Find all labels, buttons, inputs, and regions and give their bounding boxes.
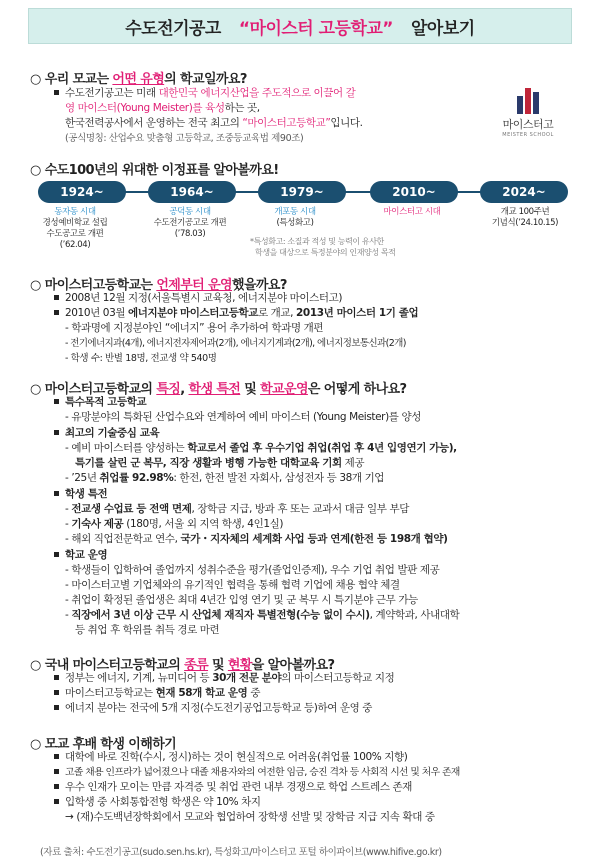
era-2024-label: 개교 100주년 기념식(’24.10.15) bbox=[491, 207, 559, 228]
title-prefix: 수도전기공고 bbox=[125, 18, 221, 39]
sec3-line-1: 2008년 12월 지정(서울특별시 교육청, 에너지분야 마이스터고) bbox=[54, 291, 342, 306]
sec4-tech-line-3: - ’25년 취업률 92.98%: 한전, 한전 발전 자회사, 삼성전자 등 38개 기업 bbox=[65, 472, 385, 484]
specialized-school-note: *특성화고: 소질과 적성 및 능력이 유사한 학생을 대상으로 특정분야의 인재양성 목적 bbox=[250, 237, 396, 257]
sec4-tech-line-1: - 예비 마이스터를 양성하는 학교로서 졸업 후 우수기업 취업(취업 후 4년 입영연기 가능), bbox=[65, 442, 457, 454]
sec6-line-3: 우수 인재가 모이는 만큼 자격증 및 취업 관련 내부 경쟁으로 학업 스트레스 존재 bbox=[54, 780, 412, 795]
sec4-operation-line-1: - 학생들이 입학하여 졸업까지 성취수준을 평가(졸업인증제), 우수 기업 취업 발판 제공 bbox=[65, 564, 440, 576]
sec3-line-2: 2010년 03월 에너지분야 마이스터고등학교로 개교, 2013년 마이스터 1기 졸업 bbox=[54, 306, 418, 321]
sec1-line-1: 수도전기공고는 미래 대한민국 에너지산업을 주도적으로 이끌어 갈 bbox=[54, 86, 355, 101]
era-1964-label: 공덕동 시대 수도전기공고로 개편 (’78.03) bbox=[153, 207, 227, 239]
era-1979-label: 개포동 시대 (특성화고) bbox=[274, 207, 316, 228]
sec4-tech-line-2: 특기를 살린 군 복무, 직장 생활과 병행 가능한 대학교육 기회 제공 bbox=[75, 457, 365, 469]
section-understanding-students-heading: ○ 모교 후배 학생 이해하기 bbox=[30, 737, 177, 752]
sec3-line-5: - 학생 수: 반별 18명, 전교생 약 540명 bbox=[65, 353, 217, 364]
logo-mark-icon bbox=[488, 88, 568, 114]
timeline-pill-2024: 2024~ bbox=[480, 181, 568, 203]
sec4-benefit-line-2: - 기숙사 제공 (180명, 서울 외 지역 학생, 4인1실) bbox=[65, 518, 284, 530]
sec5-line-2: 마이스터고등학교는 현재 58개 학교 운영 중 bbox=[54, 686, 260, 701]
sec4-operation-line-3: - 취업이 확정된 졸업생은 최대 4년간 입영 연기 및 군 복무 시 특기분야 근무 가능 bbox=[65, 594, 418, 606]
sec6-line-4: 입학생 중 사회통합전형 학생은 약 10% 차지 bbox=[54, 795, 261, 810]
section-history-heading: ○ 수도100년의 위대한 이정표를 알아볼까요! bbox=[30, 163, 279, 178]
timeline-pill-1979: 1979~ bbox=[258, 181, 346, 203]
sec3-line-4: - 전기에너지과(4개), 에너지전자제어과(2개), 에너지기계과(2개), 에너지정보통신과(2개) bbox=[65, 338, 406, 349]
sec4-item-special-purpose: 특수목적 고등학교 bbox=[54, 395, 146, 410]
sec6-line-2: 고졸 채용 인프라가 넓어졌으나 대졸 채용자와의 여전한 임금, 승진 격차 등 사회적 시선 및 처우 존재 bbox=[54, 765, 460, 780]
sec3-line-3: - 학과명에 지정분야인 “에너지” 용어 추가하여 학과명 개편 bbox=[65, 322, 324, 334]
timeline-pill-1924: 1924~ bbox=[38, 181, 126, 203]
sec4-operation-line-2: - 마이스터고별 기업체와의 유기적인 협력을 통해 협력 기업에 채용 협약 체결 bbox=[65, 579, 400, 591]
logo-subtitle: MEISTER SCHOOL bbox=[502, 132, 554, 138]
timeline-pill-1964: 1964~ bbox=[148, 181, 236, 203]
logo-name: 마이스터고 bbox=[502, 118, 554, 131]
era-2010-label: 마이스터고 시대 bbox=[383, 207, 441, 217]
sec4-operation-line-4: - 직장에서 3년 이상 근무 시 산업체 재직자 특별전형(수능 없이 수시), 계약학과, 사내대학 bbox=[65, 609, 460, 621]
sec1-line-3: 한국전력공사에서 운영하는 전국 최고의 “마이스터고등학교”입니다. bbox=[65, 117, 363, 129]
sec1-line-2: 영 마이스터(Young Meister)를 육성하는 곳, bbox=[65, 102, 260, 114]
sec4-item-special-purpose-desc: - 유망분야의 특화된 산업수요와 연계하여 예비 마이스터 (Young Meister)를 양성 bbox=[65, 411, 421, 423]
title-suffix: 알아보기 bbox=[410, 18, 475, 39]
sec5-line-3: 에너지 분야는 전국에 5개 지정(수도전기공업고등학교 등)하여 운영 중 bbox=[54, 701, 372, 716]
sec6-line-5: → (재)수도백년장학회에서 모교와 협업하여 장학생 선발 및 장학금 지급 지속 확대 중 bbox=[65, 811, 435, 823]
sec4-item-student-benefits: 학생 특전 bbox=[54, 487, 107, 502]
sec4-operation-line-5: 등 취업 후 학위를 취득 경로 마련 bbox=[75, 624, 220, 636]
sec4-benefit-line-1: - 전교생 수업료 등 전액 면제, 장학금 지급, 방과 후 또는 교과서 대금 일부 부담 bbox=[65, 503, 409, 515]
sec4-item-tech-education: 최고의 기술중심 교육 bbox=[54, 426, 159, 441]
timeline-pill-2010: 2010~ bbox=[370, 181, 458, 203]
era-1924-label: 동자동 시대 경성예비학교 설립 수도공고로 개편 (’62.04) bbox=[42, 207, 108, 250]
history-timeline bbox=[38, 181, 568, 203]
sec5-line-1: 정부는 에너지, 기계, 뉴미디어 등 30개 전문 분야의 마이스터고등학교 지정 bbox=[54, 671, 394, 686]
meister-school-logo bbox=[488, 88, 568, 138]
sec6-line-1: 대학에 바로 진학(수시, 정시)하는 것이 현실적으로 어려움(취업률 100% 지향) bbox=[54, 750, 407, 765]
source-footer: (자료 출처: 수도전기공고(sudo.sen.hs.kr), 특성화고/마이스터고 포털 하이파이브(www.hifive.go.kr) bbox=[40, 847, 442, 858]
sec1-official-name: (공식명칭: 산업수요 맞춤형 고등학교, 조중등교육법 제90조) bbox=[65, 133, 304, 144]
section-school-type-heading: ○ 우리 모교는 어떤 유형의 학교일까요? bbox=[30, 72, 247, 87]
section-features-heading: ○ 마이스터고등학교의 특징, 학생 특전 및 학교운영은 어떻게 하나요? bbox=[30, 382, 407, 397]
sec4-benefit-line-3: - 해외 직업전문학교 연수, 국가・지자체의 세계화 사업 등과 연계(한전 등 198개 협약) bbox=[65, 533, 448, 545]
sec4-item-school-operation: 학교 운영 bbox=[54, 548, 107, 563]
section-operation-start-heading: ○ 마이스터고등학교는 언제부터 운영했을까요? bbox=[30, 278, 287, 293]
page-title bbox=[28, 8, 572, 44]
title-highlight: “마이스터 고등학교” bbox=[238, 18, 393, 39]
section-types-status-heading: ○ 국내 마이스터고등학교의 종류 및 현황을 알아볼까요? bbox=[30, 658, 335, 673]
